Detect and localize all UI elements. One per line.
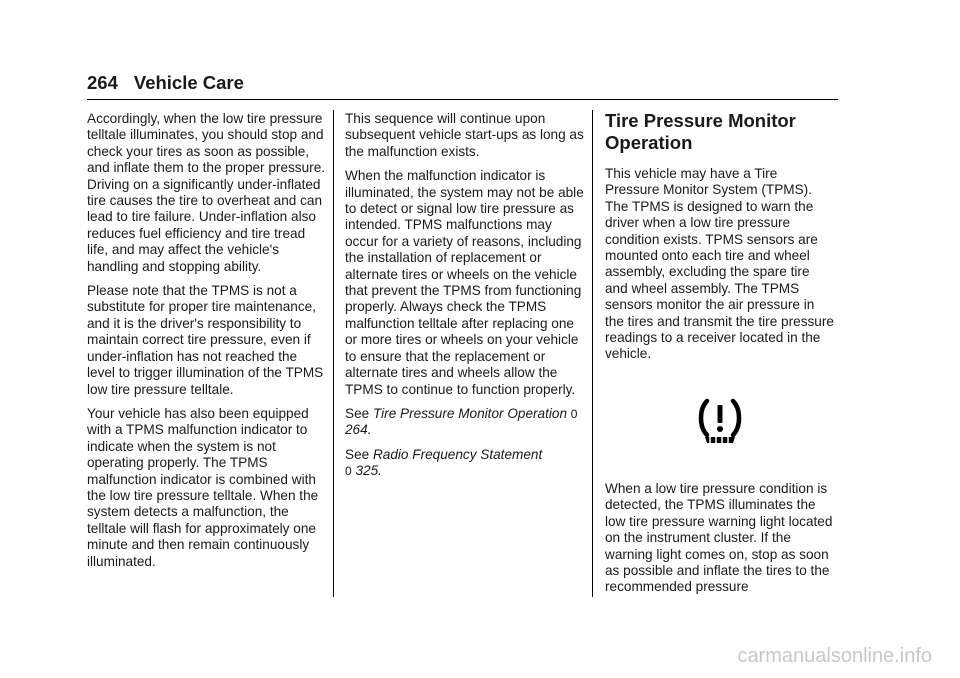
paragraph: When the malfunction indicator is illuminated, the system may not be able to detect or signal low tire pressure as intended. TPMS malfunctions may occur for a variety of reasons, including the installation of replacement or alternate tires or wheels on the vehicle that prevent the TPMS from functioning properly. Always check the TPMS malfunction telltale after replacing one or more tires or wheels on your vehicle to ensure that the replacement or alternate tires and wheels allow the TPMS to continue to function properly. xyxy=(345,168,584,397)
icon-container xyxy=(605,371,835,471)
watermark: carmanualsonline.info xyxy=(737,645,932,667)
cross-reference-link[interactable]: Radio Frequency Statement 0 325. xyxy=(345,446,543,479)
section-title: Tire Pressure Monitor Operation xyxy=(605,110,796,153)
section-heading: Vehicle Care xyxy=(133,72,244,93)
paragraph: This vehicle may have a Tire Pressure Monitor System (TPMS). The TPMS is designed to warn the driver when a low tire pressure condition exists. TPMS sensors are mounted onto each tire and wheel assembly, excluding the spare tire and wheel assembly. The TPMS sensors monitor the air pressure in the tires and transmit the tire pressure readings to a receiver located in the vehicle. xyxy=(605,166,834,362)
column-3 xyxy=(605,110,835,604)
tpms-warning-icon xyxy=(695,395,745,447)
column-divider xyxy=(333,110,334,597)
column-2 xyxy=(345,111,585,488)
column-divider xyxy=(592,110,593,597)
paragraph: Please note that the TPMS is not a substitute for proper tire maintenance, and it is the driver's responsibility to maintain correct tire pressure, even if under-inflation has not reached the level to trigger illumination of the TPMS low tire pressure telltale. xyxy=(87,283,324,397)
see-also-reference: See Radio Frequency Statement 0 325. xyxy=(345,446,543,479)
page-header xyxy=(87,72,244,94)
cross-reference-link[interactable]: Tire Pressure Monitor Operation 0 264. xyxy=(345,405,578,438)
see-also-reference: See Tire Pressure Monitor Operation 0 264. xyxy=(345,405,578,438)
paragraph: When a low tire pressure condition is detected, the TPMS illuminates the low tire pressure warning light located on the instrument cluster. If the warning light comes on, stop as soon as possible and inflate the tires to the recommended pressure xyxy=(605,480,833,595)
header-rule xyxy=(87,99,838,100)
column-1 xyxy=(87,111,327,578)
paragraph: This sequence will continue upon subsequent vehicle start-ups as long as the malfunction exists. xyxy=(345,111,584,159)
page-ref-icon: 0 xyxy=(570,406,578,421)
paragraph: Accordingly, when the low tire pressure telltale illuminates, you should stop and check your tires as soon as possible, and inflate them to the proper pressure. Driving on a significantly under-inflated tire causes the tire to overheat and can lead to tire failure. Under-inflation also reduces fuel efficiency and tire tread life, and may affect the vehicle's handling and stopping ability. xyxy=(87,111,326,274)
page-number: 264 xyxy=(87,72,118,93)
page-ref-icon: 0 xyxy=(345,464,352,479)
paragraph: Your vehicle has also been equipped with a TPMS malfunction indicator to indicate when the system is not operating properly. The TPMS malfunction indicator is combined with the low tire pressure telltale. When the system detects a malfunction, the telltale will flash for approximately one minute and then remain continuously illuminated. xyxy=(87,405,319,569)
